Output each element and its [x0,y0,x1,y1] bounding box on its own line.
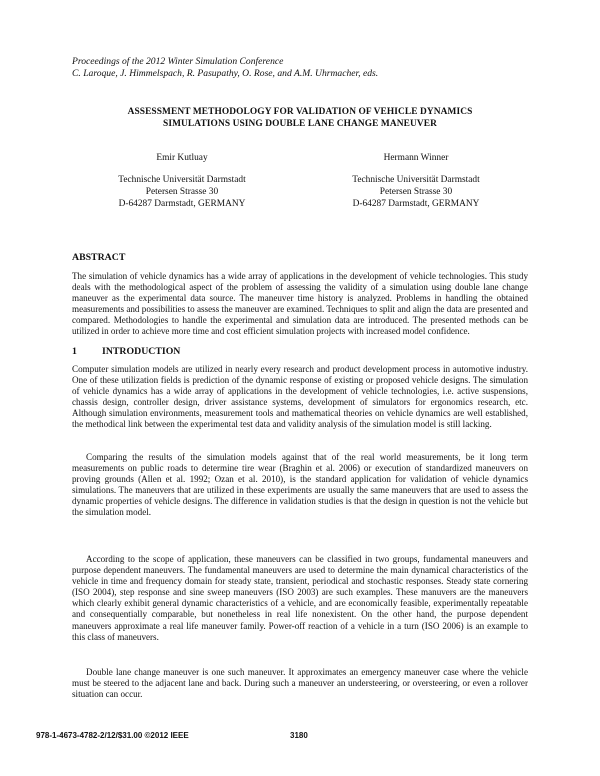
abstract-text: The simulation of vehicle dynamics has a wide array of applications in the development of vehicle technologies. This study deals with the methodological aspect of the problem of assessing the validity of a simulation using double lane change maneuver as the experimental data source. The maneuver time history is analyzed. Problems in handling the obtained measurements and possibilities to assess the maneuver are examined. Techniques to split and align the data are presented and compared. Methodologies to handle the experimental and simulation data are introduced. The presented methods can be utilized in order to achieve more time and cost efficient simulation projects with increased model confidence. [72,271,528,337]
page-number: 3180 [290,731,308,740]
author-street: Petersen Strasse 30 [145,187,219,197]
intro-paragraph-2: Comparing the results of the simulation models against that of the real world measurements, be it long term measurements on public roads to determine tire wear (Braghin et al. 2006) or execution of standardized maneuvers on proving grounds (Allen et al. 1992; Ozan et al. 2010), is the standard application for validation of vehicle dynamics simulations. The maneuvers that are utilized in these experiments are usually the same maneuvers that are used to assess the dynamic properties of vehicle designs. The difference in validation studies is that the design in question is not the vehicle but the simulation model. [72,452,528,518]
proceedings-editors: C. Laroque, J. Himmelspach, R. Pasupathy, O. Rose, and A.M. Uhrmacher, eds. [72,68,379,79]
author-city: D-64287 Darmstadt, GERMANY [118,199,246,209]
author-name: Emir Kutluay [156,153,208,163]
paper-title-line-1: ASSESSMENT METHODOLOGY FOR VALIDATION OF VEHICLE DYNAMICS [127,107,473,117]
section-title: INTRODUCTION [102,346,181,357]
intro-paragraph-1: Computer simulation models are utilized in nearly every research and product development process in automotive industry. One of these utilization fields is prediction of the dynamic response of existing or proposed vehicle designs. The simulation of vehicle dynamics has a wide array of applications in the development of vehicle technologies, i.e. active suspensions, chassis design, controller design, driver assistance systems, development of simulators for ergonomics research, etc. Although simulation environments, measurement tools and mathematical theories on vehicle dynamics are well established, the methodical link between the experimental test data and validity analysis of the simulation model is still lacking. [72,364,528,430]
introduction-heading [72,346,180,357]
author-block-1 [72,152,292,210]
proceedings-title: Proceedings of the 2012 Winter Simulation Conference [72,56,284,67]
proceedings-header [72,56,378,80]
paper-title [72,106,528,130]
author-block-2 [306,152,526,210]
section-number: 1 [72,346,77,357]
author-city: D-64287 Darmstadt, GERMANY [352,199,480,209]
author-affiliation: Technische Universität Darmstadt [118,175,246,185]
author-affiliation: Technische Universität Darmstadt [352,175,480,185]
intro-paragraph-3: According to the scope of application, these maneuvers can be classified in two groups, fundamental maneuvers and purpose dependent maneuvers. The fundamental maneuvers are used to determine the main dynamical characteristics of the vehicle in time and frequency domain for steady state, transient, periodical and stochastic responses. Steady state cornering (ISO 2004), step response and sine sweep maneuvers (ISO 2003) are such examples. These manuvers are the maneuvers which clearly exhibit general dynamic characteristics of a vehicle, and are economically feasible, experimentally repeatable and consequentially comparable, but nonetheless in real life nonexistent. On the other hand, the purpose dependent maneuvers approximate a real life maneuver family. Power-off reaction of a vehicle in a turn (ISO 2006) is an example to this class of maneuvers. [72,554,528,642]
footer-isbn: 978-1-4673-4782-2/12/$31.00 ©2012 IEEE [36,731,189,740]
paper-title-line-2: SIMULATIONS USING DOUBLE LANE CHANGE MANEUVER [163,119,437,129]
abstract-heading: ABSTRACT [72,252,126,263]
author-name: Hermann Winner [383,153,449,163]
intro-paragraph-4: Double lane change maneuver is one such maneuver. It approximates an emergency maneuver case where the vehicle must be steered to the adjacent lane and back. During such a maneuver an understeering, or oversteering, or even a rollover situation can occur. [72,667,528,700]
author-street: Petersen Strasse 30 [379,187,453,197]
